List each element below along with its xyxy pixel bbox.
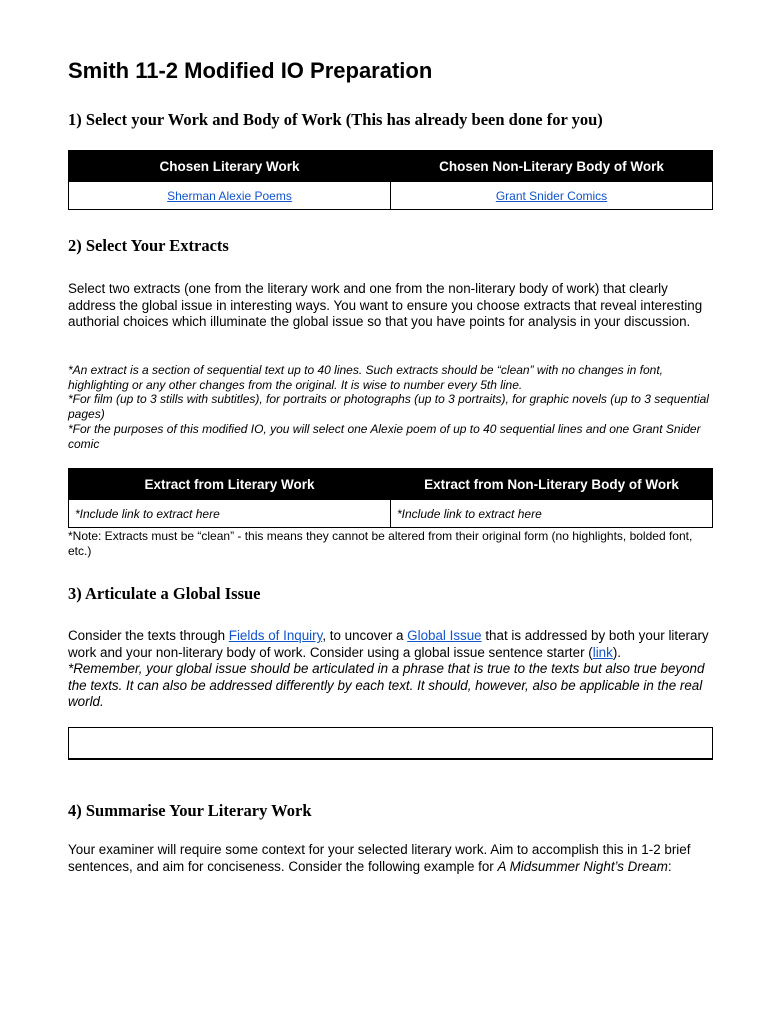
- table-header: Chosen Literary Work: [69, 151, 391, 182]
- extract-note-3: *For the purposes of this modified IO, you will select one Alexie poem of up to 40 sequential lines and one Grant Snider comic: [68, 422, 701, 451]
- table-header: Extract from Literary Work: [69, 469, 391, 500]
- fields-of-inquiry-link[interactable]: Fields of Inquiry: [228, 628, 323, 643]
- table-header: Chosen Non-Literary Body of Work: [391, 151, 713, 182]
- sherman-alexie-link[interactable]: Sherman Alexie Poems: [167, 188, 292, 203]
- clean-extract-note: *Note: Extracts must be “clean” - this means they cannot be altered from their original form (no highlights, bolded font, etc.): [68, 529, 693, 558]
- table-cell: [69, 182, 391, 210]
- table-header-row: [69, 469, 713, 500]
- play-title: A Midsummer Night’s Dream: [497, 858, 668, 874]
- table-row: [69, 182, 713, 210]
- table-cell: [391, 182, 713, 210]
- section1-heading: 1) Select your Work and Body of Work (This has already been done for you): [68, 110, 603, 129]
- extract-note-1: *An extract is a section of sequential text up to 40 lines. Such extracts should be “clean” with no changes in font, highlighting or any other changes from the original. It is wise to number every 5th line.: [68, 363, 664, 392]
- table-header: Extract from Non-Literary Body of Work: [391, 469, 713, 500]
- extracts-table: [68, 468, 713, 528]
- nonliterary-extract-cell[interactable]: *Include link to extract here: [391, 500, 713, 528]
- section3-heading: 3) Articulate a Global Issue: [68, 584, 261, 603]
- global-issue-paragraph: Consider the texts through Fields of Inquiry, to uncover a Global Issue that is addressed by both your literary work and your non-literary body of work. Consider using a global issue sentence starter (link). *Remember, your global issue should be articulated in a phrase that is true to the texts but also true beyond the texts. It can also be addressed differently by each text. It should, however, also be applicable in the real world.: [68, 628, 709, 710]
- sentence-starter-link[interactable]: link: [592, 644, 613, 660]
- global-issue-reminder: *Remember, your global issue should be articulated in a phrase that is true to the texts but also true beyond the texts. It can also be addressed differently by each text. It should, however, also be applicable in the real world.: [68, 661, 705, 710]
- summary-paragraph: Your examiner will require some context for your selected literary work. Aim to accomplish this in 1-2 brief sentences, and aim for conciseness. Consider the following example for A Midsummer Night’s Dream:: [68, 842, 691, 874]
- extracts-paragraph: Select two extracts (one from the literary work and one from the non-literary body of work) that clearly address the global issue in interesting ways. You want to ensure you choose extracts that reveal interesting authorial choices which illuminate the global issue so that you have points for analysis in your discussion.: [68, 281, 703, 330]
- table-row: [69, 500, 713, 528]
- grant-snider-link[interactable]: Grant Snider Comics: [495, 188, 608, 203]
- page-title: Smith 11-2 Modified IO Preparation: [68, 58, 433, 83]
- table-header-row: [69, 151, 713, 182]
- global-issue-answer-box[interactable]: [68, 727, 713, 760]
- section2-heading: 2) Select Your Extracts: [68, 236, 229, 255]
- global-issue-link[interactable]: Global Issue: [407, 628, 482, 643]
- chosen-works-table: [68, 150, 713, 210]
- section4-heading: 4) Summarise Your Literary Work: [68, 801, 312, 820]
- literary-extract-cell[interactable]: *Include link to extract here: [69, 500, 391, 528]
- extract-note-2: *For film (up to 3 stills with subtitles), for portraits or photographs (up to 3 portraits), for graphic novels (up to 3 sequential pages): [68, 392, 709, 421]
